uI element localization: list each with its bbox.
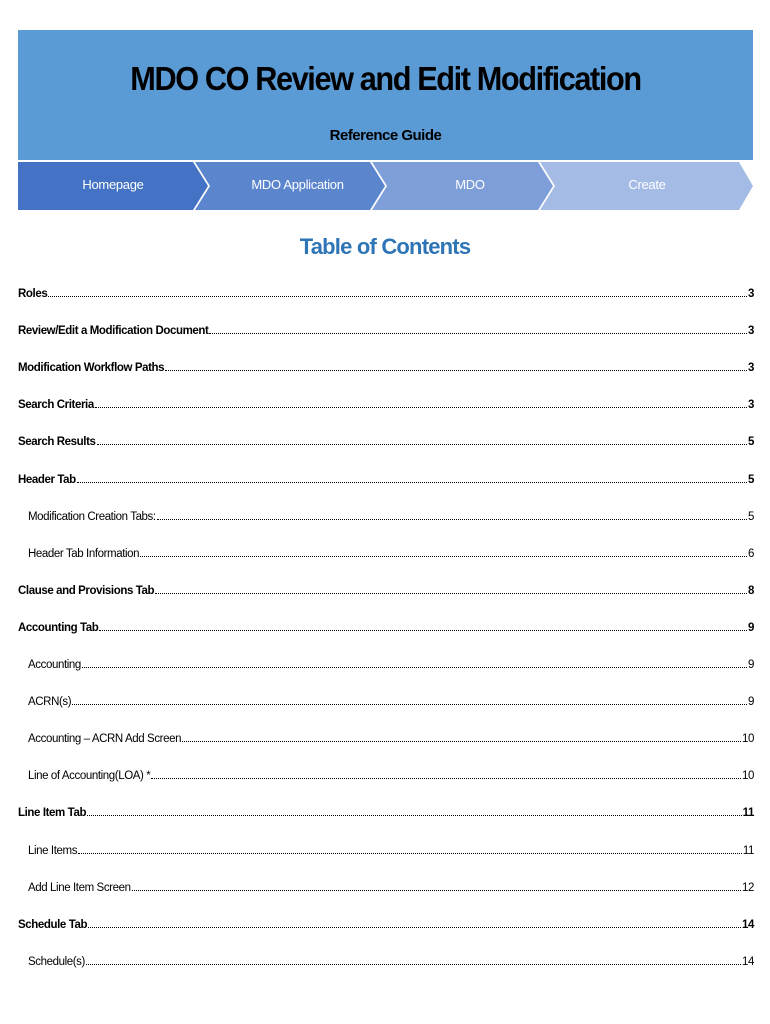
toc-entry-label: Schedule Tab bbox=[18, 918, 88, 931]
toc-entry-label: Search Results bbox=[18, 436, 96, 449]
toc-entry[interactable] bbox=[18, 317, 754, 337]
toc-entry-label: Accounting Tab bbox=[18, 621, 99, 634]
toc-entry-label: Header Tab Information bbox=[28, 547, 140, 560]
toc-subentry[interactable] bbox=[18, 651, 754, 671]
toc-leader-dots bbox=[151, 777, 741, 779]
toc-page-number: 3 bbox=[748, 399, 754, 412]
toc-subentry[interactable] bbox=[18, 948, 754, 968]
toc-subentry[interactable] bbox=[18, 725, 754, 745]
toc-entry[interactable] bbox=[18, 577, 754, 597]
toc-subentry[interactable] bbox=[18, 874, 754, 894]
document-subtitle: Reference Guide bbox=[329, 127, 442, 144]
toc-title: Table of Contents bbox=[299, 234, 471, 259]
toc-entry-label: Line of Accounting(LOA) * bbox=[28, 770, 151, 783]
toc-entry[interactable] bbox=[18, 466, 754, 486]
toc-leader-dots bbox=[97, 443, 748, 445]
breadcrumb bbox=[18, 162, 753, 210]
toc-leader-dots bbox=[182, 740, 741, 742]
toc-page-number: 3 bbox=[748, 325, 754, 338]
toc-subentry[interactable] bbox=[18, 540, 754, 560]
toc-leader-dots bbox=[165, 369, 747, 371]
toc-entry-label: Schedule(s) bbox=[28, 955, 85, 968]
toc-leader-dots bbox=[87, 814, 742, 816]
toc-page-number: 12 bbox=[742, 881, 754, 894]
toc-leader-dots bbox=[77, 481, 747, 483]
toc-page-number: 14 bbox=[742, 955, 754, 968]
toc-entry-label: Modification Workflow Paths bbox=[18, 362, 165, 375]
toc-page-number: 3 bbox=[748, 288, 754, 300]
toc-subentry[interactable] bbox=[18, 762, 754, 782]
toc-leader-dots bbox=[155, 592, 747, 594]
toc-entry-label: Roles bbox=[18, 288, 48, 300]
toc-page-number: 8 bbox=[748, 584, 754, 597]
toc-entry[interactable] bbox=[18, 799, 754, 819]
document-title: MDO CO Review and Edit Modification bbox=[130, 60, 641, 97]
toc-entry-label: Line Items bbox=[28, 844, 78, 857]
toc-subentry[interactable] bbox=[18, 688, 754, 708]
toc-entry-label: Accounting – ACRN Add Screen bbox=[28, 733, 182, 746]
breadcrumb-item-homepage[interactable]: Homepage bbox=[82, 177, 144, 192]
toc-entry[interactable] bbox=[18, 614, 754, 634]
toc-entry-label: Search Criteria bbox=[18, 399, 94, 412]
breadcrumb-item-mdo-application[interactable]: MDO Application bbox=[251, 177, 344, 192]
toc-entry-label: ACRN(s) bbox=[28, 696, 72, 709]
toc-page-number: 9 bbox=[748, 696, 754, 709]
toc-entry-label: Modification Creation Tabs: bbox=[28, 510, 156, 523]
toc-leader-dots bbox=[78, 852, 742, 854]
toc-entry-label: Accounting bbox=[28, 659, 81, 671]
toc-page-number: 5 bbox=[748, 436, 754, 449]
toc-page-number: 10 bbox=[742, 733, 754, 746]
breadcrumb-item-create[interactable]: Create bbox=[628, 177, 666, 192]
toc-subentry[interactable] bbox=[18, 837, 754, 857]
toc-leader-dots bbox=[82, 666, 747, 668]
toc-entry-label: Review/Edit a Modification Document bbox=[18, 325, 209, 338]
toc-entry-label: Header Tab bbox=[18, 473, 76, 486]
toc-page-number: 5 bbox=[748, 510, 754, 523]
toc-leader-dots bbox=[72, 703, 747, 705]
toc-page-number: 14 bbox=[742, 918, 754, 931]
toc-leader-dots bbox=[140, 555, 747, 557]
toc-entry-label: Line Item Tab bbox=[18, 807, 87, 820]
title-banner bbox=[18, 30, 753, 160]
breadcrumb-item-mdo[interactable]: MDO bbox=[455, 177, 485, 192]
toc-page-number: 11 bbox=[742, 844, 754, 857]
toc-page-number: 9 bbox=[748, 659, 754, 671]
toc-leader-dots bbox=[99, 629, 747, 631]
toc-page-number: 6 bbox=[748, 547, 754, 560]
toc-leader-dots bbox=[86, 963, 741, 965]
toc-page-number: 3 bbox=[748, 362, 754, 375]
toc-entry[interactable] bbox=[18, 911, 754, 931]
toc-entry[interactable] bbox=[18, 391, 754, 411]
toc-page-number: 9 bbox=[748, 621, 754, 634]
toc-page-number: 11 bbox=[742, 807, 754, 820]
toc-entry-label: Add Line Item Screen bbox=[28, 881, 131, 894]
toc-leader-dots bbox=[48, 295, 747, 297]
toc-entry[interactable] bbox=[18, 354, 754, 374]
toc-leader-dots bbox=[95, 406, 747, 408]
toc-leader-dots bbox=[132, 889, 741, 891]
toc-leader-dots bbox=[209, 332, 747, 334]
toc-entry[interactable] bbox=[18, 428, 754, 448]
toc-leader-dots bbox=[157, 518, 747, 520]
toc-subentry[interactable] bbox=[18, 503, 754, 523]
toc-page-number: 5 bbox=[748, 473, 754, 486]
toc-page-number: 10 bbox=[742, 770, 754, 783]
toc-entry-label: Clause and Provisions Tab bbox=[18, 584, 155, 597]
toc-leader-dots bbox=[88, 926, 741, 928]
toc-entry[interactable] bbox=[18, 280, 754, 300]
